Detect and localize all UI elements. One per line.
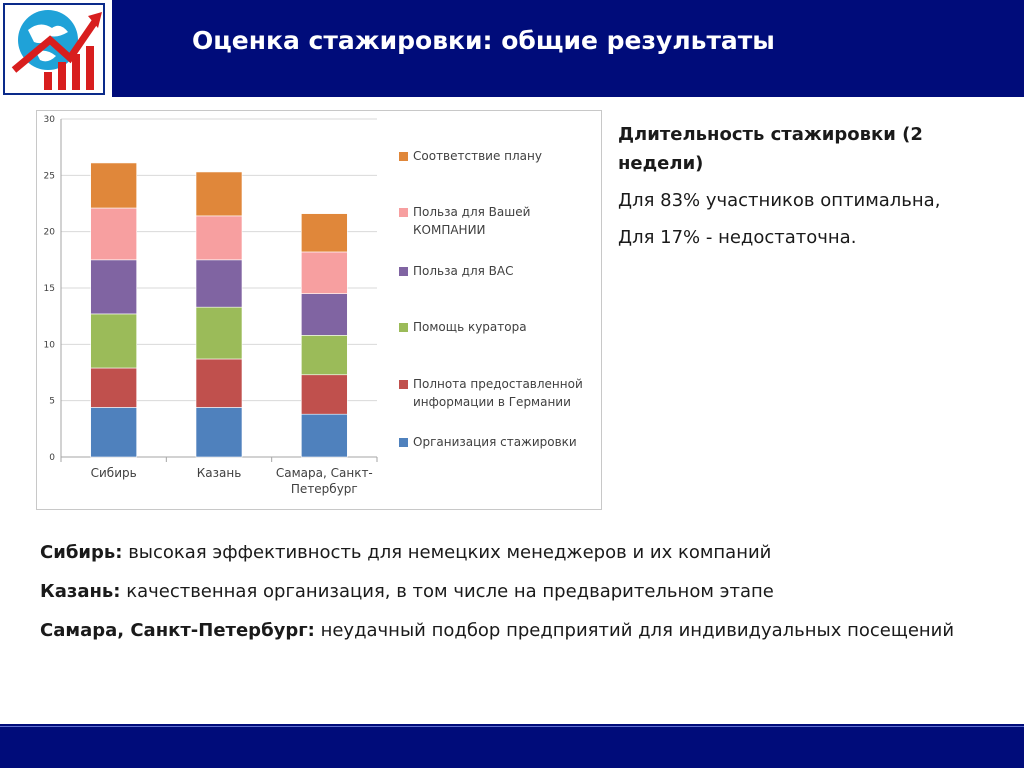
x-tick-label: Петербург: [290, 482, 358, 496]
footer-bar: [0, 724, 1024, 768]
bar-segment: [301, 252, 347, 294]
bar-segment: [301, 414, 347, 457]
city-conclusions: [40, 538, 990, 655]
duration-line-optimal: Для 83% участников оптимальна,: [618, 190, 941, 211]
y-tick-label: 20: [43, 227, 55, 238]
bar-segment: [91, 163, 137, 208]
legend-swatch: [399, 380, 408, 389]
logo: [0, 0, 112, 97]
bar-segment: [196, 359, 242, 407]
x-tick-label: Казань: [196, 466, 242, 480]
globe-growth-logo-icon: [0, 0, 112, 97]
legend-label: [413, 203, 599, 239]
conclusion-label: Сибирь:: [40, 542, 123, 563]
page-title: Оценка стажировки: общие результаты: [192, 26, 775, 55]
legend-label: [413, 262, 599, 280]
conclusion-text: качественная организация, в том числе на предварительном этапе: [120, 581, 774, 602]
legend-label: [413, 147, 599, 165]
duration-heading: Длительность стажировки (2 недели): [618, 124, 923, 174]
x-tick-label: Самара, Санкт-: [275, 466, 373, 480]
bar-segment: [196, 407, 242, 457]
legend-label: [413, 318, 599, 336]
legend-swatch: [399, 438, 408, 447]
bar-segment: [301, 335, 347, 374]
conclusion-samara: [40, 616, 990, 645]
header-bar: [112, 0, 1024, 97]
legend-label-line: Польза для Вашей: [413, 205, 531, 219]
y-tick-label: 5: [49, 396, 55, 407]
bar-segment: [301, 214, 347, 252]
bar-segment: [301, 294, 347, 336]
y-tick-label: 0: [49, 453, 55, 463]
duration-line-insufficient: Для 17% - недостаточна.: [618, 227, 857, 248]
conclusion-label: Казань:: [40, 581, 121, 602]
legend-swatch: [399, 208, 408, 217]
legend-label: [413, 433, 599, 451]
y-tick-label: 15: [43, 284, 55, 294]
legend-label-line: Соответствие плану: [413, 149, 542, 163]
conclusion-kazan: [40, 577, 990, 606]
bar-segment: [196, 260, 242, 307]
bar-segment: [196, 216, 242, 260]
bar-segment: [91, 314, 137, 368]
conclusion-text: высокая эффективность для немецких менеджеров и их компаний: [122, 542, 772, 563]
bar-segment: [196, 307, 242, 359]
legend-label-line: Полнота предоставленной: [413, 377, 583, 391]
bar-segment: [91, 260, 137, 314]
y-tick-label: 25: [43, 171, 55, 182]
legend-label-line: информации в Германии: [413, 395, 571, 409]
legend-swatch: [399, 152, 408, 161]
conclusion-text: неудачный подбор предприятий для индивидуальных посещений: [314, 620, 955, 641]
footer-divider: [0, 726, 1024, 727]
bar-segment: [91, 407, 137, 457]
legend-label-line: КОМПАНИИ: [413, 223, 486, 237]
duration-summary: [618, 120, 998, 260]
conclusion-siberia: [40, 538, 990, 567]
x-tick-label: Сибирь: [90, 466, 137, 480]
chart-frame: [36, 110, 602, 510]
legend-label-line: Организация стажировки: [413, 435, 577, 449]
bar-segment: [301, 375, 347, 414]
legend-swatch: [399, 323, 408, 332]
conclusion-label: Самара, Санкт-Петербург:: [40, 620, 315, 641]
bar-segment: [91, 208, 137, 260]
legend-label-line: Помощь куратора: [413, 320, 527, 334]
y-tick-label: 30: [43, 115, 55, 125]
y-tick-label: 10: [43, 340, 55, 351]
legend-label: [413, 375, 599, 411]
bar-segment: [196, 172, 242, 216]
bar-segment: [91, 368, 137, 407]
legend-label-line: Польза для ВАС: [413, 264, 514, 278]
legend-swatch: [399, 267, 408, 276]
